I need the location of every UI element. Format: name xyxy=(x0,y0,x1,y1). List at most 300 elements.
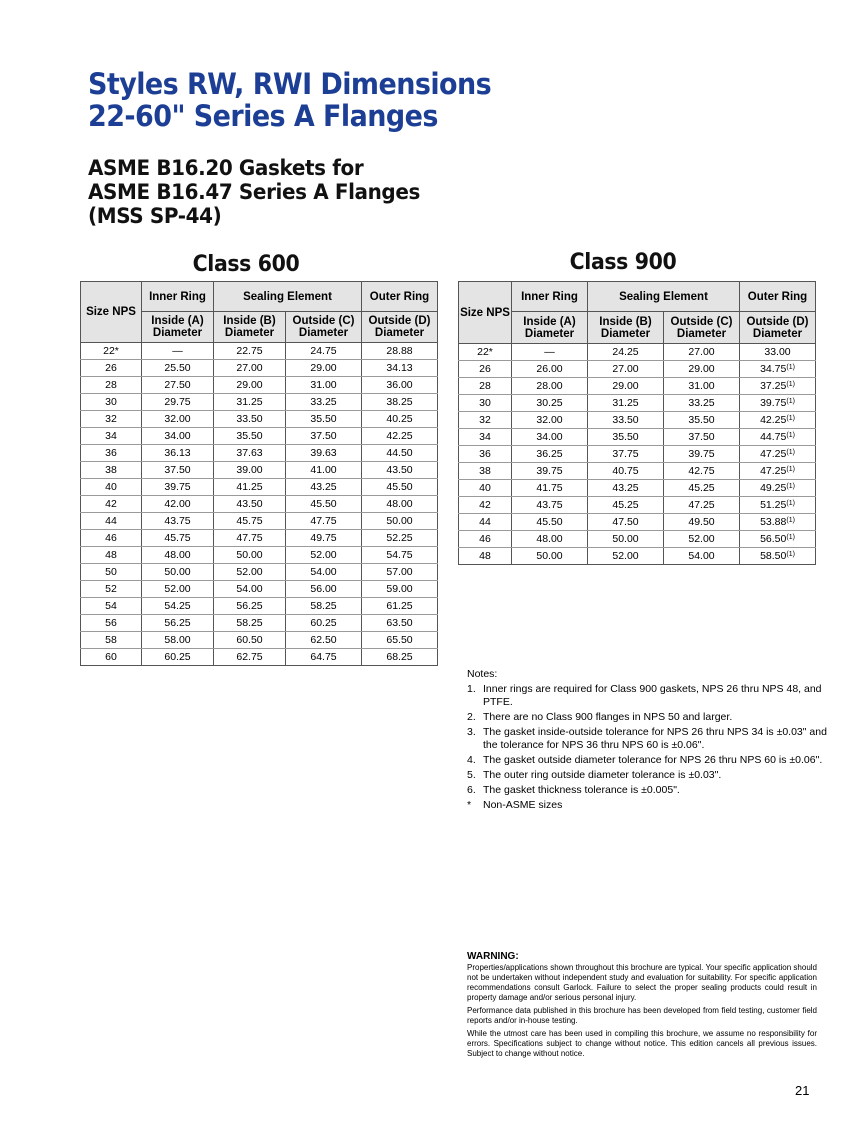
cell-value: 48 xyxy=(105,549,117,561)
table-row xyxy=(81,343,438,360)
cell-c xyxy=(664,548,740,565)
footnote-ref: (1) xyxy=(786,500,795,507)
note-marker: 1. xyxy=(467,683,476,695)
cell-a xyxy=(512,480,588,497)
cell-value: 47.75 xyxy=(236,532,263,544)
cell-value: 43.50 xyxy=(386,464,413,476)
cell-value: 44 xyxy=(105,515,117,527)
cell-nps xyxy=(81,615,142,632)
cell-value: 37.50 xyxy=(688,431,715,443)
cell-value: 51.25 xyxy=(760,499,787,511)
cell-c xyxy=(664,378,740,395)
table-row xyxy=(81,377,438,394)
cell-b xyxy=(214,479,286,496)
cell-a xyxy=(142,615,214,632)
cell-b xyxy=(214,649,286,666)
cell-value: 39.63 xyxy=(310,447,337,459)
cell-value: 39.00 xyxy=(236,464,263,476)
cell-c xyxy=(286,615,362,632)
cell-d xyxy=(362,632,438,649)
class-600-table xyxy=(80,281,438,666)
cell-a xyxy=(512,463,588,480)
cell-d xyxy=(362,377,438,394)
cell-nps xyxy=(459,361,512,378)
cell-value: 28.00 xyxy=(536,380,563,392)
cell-nps xyxy=(81,428,142,445)
sealing-element-header: Sealing Element xyxy=(214,282,362,312)
cell-d xyxy=(740,497,816,514)
cell-d xyxy=(740,378,816,395)
cell-b xyxy=(588,429,664,446)
cell-value: 22* xyxy=(103,345,119,357)
cell-value: 39.75 xyxy=(164,481,191,493)
cell-b xyxy=(214,360,286,377)
cell-c xyxy=(286,411,362,428)
inner-ring-header: Inner Ring xyxy=(512,282,588,312)
table-row xyxy=(459,395,816,412)
cell-value: 37.63 xyxy=(236,447,263,459)
cell-value: 31.00 xyxy=(688,380,715,392)
cell-value: 41.00 xyxy=(310,464,337,476)
cell-value: 29.00 xyxy=(310,362,337,374)
cell-value: 61.25 xyxy=(386,600,413,612)
cell-value: 27.00 xyxy=(612,363,639,375)
cell-value: 47.25 xyxy=(760,465,787,477)
table-row xyxy=(81,615,438,632)
cell-value: 29.75 xyxy=(164,396,191,408)
cell-c xyxy=(664,446,740,463)
cell-value: 65.50 xyxy=(386,634,413,646)
table-row xyxy=(459,344,816,361)
footnote-ref: (1) xyxy=(786,449,795,456)
cell-value: 47.75 xyxy=(310,515,337,527)
cell-value: 32 xyxy=(479,414,491,426)
cell-value: 60.25 xyxy=(164,651,191,663)
inside-b-header: Inside (B) Diameter xyxy=(588,312,664,344)
inner-ring-header: Inner Ring xyxy=(142,282,214,312)
footnote-ref: (1) xyxy=(786,432,795,439)
cell-value: 54.00 xyxy=(310,566,337,578)
cell-nps xyxy=(81,445,142,462)
cell-value: 45.75 xyxy=(236,515,263,527)
cell-value: 54 xyxy=(105,600,117,612)
cell-value: — xyxy=(544,346,555,358)
cell-value: 45.25 xyxy=(688,482,715,494)
cell-value: 39.75 xyxy=(688,448,715,460)
footnote-ref: (1) xyxy=(786,551,795,558)
cell-value: 52.00 xyxy=(236,566,263,578)
cell-d xyxy=(740,463,816,480)
cell-value: 42 xyxy=(479,499,491,511)
cell-value: 40.25 xyxy=(386,413,413,425)
cell-d xyxy=(362,411,438,428)
cell-value: 50.00 xyxy=(164,566,191,578)
cell-nps xyxy=(459,429,512,446)
cell-value: 50.00 xyxy=(612,533,639,545)
class-900-heading: Class 900 xyxy=(569,250,677,275)
cell-b xyxy=(214,598,286,615)
cell-value: 48 xyxy=(479,550,491,562)
cell-value: 28 xyxy=(105,379,117,391)
note-text: The gasket outside diameter tolerance for NPS 26 thru NPS 60 is ±0.06". xyxy=(483,754,823,766)
table-row xyxy=(81,479,438,496)
cell-value: 34.00 xyxy=(164,430,191,442)
table-row xyxy=(81,411,438,428)
cell-value: 37.50 xyxy=(310,430,337,442)
cell-d xyxy=(740,480,816,497)
cell-nps xyxy=(459,548,512,565)
warning-section xyxy=(467,952,817,1062)
cell-b xyxy=(214,496,286,513)
cell-a xyxy=(142,649,214,666)
note-marker: 6. xyxy=(467,784,476,796)
cell-c xyxy=(664,429,740,446)
cell-value: 40 xyxy=(105,481,117,493)
cell-value: 28.88 xyxy=(386,345,413,357)
cell-value: 33.25 xyxy=(310,396,337,408)
note-marker: 3. xyxy=(467,726,476,738)
cell-value: 50.00 xyxy=(386,515,413,527)
subtitle-line: ASME B16.47 Series A Flanges xyxy=(88,180,420,204)
note-marker: * xyxy=(467,799,472,811)
cell-d xyxy=(362,360,438,377)
cell-value: 52.25 xyxy=(386,532,413,544)
cell-nps xyxy=(459,412,512,429)
cell-nps xyxy=(81,360,142,377)
cell-value: 26.00 xyxy=(536,363,563,375)
class-600-rows xyxy=(81,343,438,666)
page-subtitle xyxy=(88,156,420,228)
cell-nps xyxy=(81,513,142,530)
cell-d xyxy=(362,513,438,530)
cell-value: 32.00 xyxy=(536,414,563,426)
cell-value: 54.75 xyxy=(386,549,413,561)
cell-a xyxy=(512,514,588,531)
warning-paragraph: Properties/applications shown throughout this brochure are typical. Your specific application should not be undertaken without independent study and evaluation for suitability. For specific application recommendations consult Garlock. Failure to select the proper sealing products could result in property damage and/or serious personal injury. xyxy=(467,963,817,1002)
cell-value: 62.50 xyxy=(310,634,337,646)
cell-value: 60.50 xyxy=(236,634,263,646)
table-row xyxy=(81,632,438,649)
cell-value: 33.25 xyxy=(688,397,715,409)
cell-d xyxy=(362,598,438,615)
table-row xyxy=(81,649,438,666)
footnote-ref: (1) xyxy=(786,483,795,490)
cell-value: 34.00 xyxy=(536,431,563,443)
cell-value: 36.25 xyxy=(536,448,563,460)
cell-value: 32 xyxy=(105,413,117,425)
cell-d xyxy=(740,395,816,412)
cell-nps xyxy=(81,479,142,496)
cell-value: 63.50 xyxy=(386,617,413,629)
title-line: 22-60" Series A Flanges xyxy=(88,99,438,133)
cell-value: 34.13 xyxy=(386,362,413,374)
cell-value: 37.50 xyxy=(164,464,191,476)
cell-b xyxy=(588,361,664,378)
cell-a xyxy=(512,412,588,429)
cell-c xyxy=(286,462,362,479)
note-marker: 5. xyxy=(467,769,476,781)
cell-value: 37.75 xyxy=(612,448,639,460)
class-600-heading: Class 600 xyxy=(192,252,300,277)
cell-value: 37.25 xyxy=(760,380,787,392)
cell-a xyxy=(142,547,214,564)
cell-value: 33.50 xyxy=(236,413,263,425)
cell-value: 35.50 xyxy=(236,430,263,442)
cell-value: 34 xyxy=(105,430,117,442)
cell-value: 27.50 xyxy=(164,379,191,391)
cell-value: 35.50 xyxy=(310,413,337,425)
table-row xyxy=(459,378,816,395)
table-row xyxy=(81,445,438,462)
note-text: Inner rings are required for Class 900 gaskets, NPS 26 thru NPS 48, and PTFE. xyxy=(483,683,822,708)
cell-value: 41.25 xyxy=(236,481,263,493)
cell-nps xyxy=(81,649,142,666)
cell-value: 58.00 xyxy=(164,634,191,646)
table-row xyxy=(81,530,438,547)
table-row xyxy=(81,360,438,377)
cell-nps xyxy=(459,497,512,514)
cell-b xyxy=(588,548,664,565)
cell-d xyxy=(740,412,816,429)
cell-value: 42.75 xyxy=(688,465,715,477)
cell-value: 52.00 xyxy=(164,583,191,595)
table-row xyxy=(81,547,438,564)
table-row xyxy=(459,497,816,514)
cell-a xyxy=(142,360,214,377)
cell-value: 56.50 xyxy=(760,533,787,545)
cell-value: 28 xyxy=(479,380,491,392)
cell-value: 68.25 xyxy=(386,651,413,663)
outer-ring-header: Outer Ring xyxy=(740,282,816,312)
cell-a xyxy=(512,395,588,412)
cell-value: 27.00 xyxy=(688,346,715,358)
cell-d xyxy=(362,564,438,581)
cell-nps xyxy=(81,530,142,547)
outside-d-header: Outside (D) Diameter xyxy=(740,312,816,344)
note-item xyxy=(467,726,827,752)
cell-value: 58.50 xyxy=(760,550,787,562)
cell-value: 43.50 xyxy=(236,498,263,510)
cell-a xyxy=(142,445,214,462)
cell-value: 36.00 xyxy=(386,379,413,391)
cell-c xyxy=(286,360,362,377)
cell-value: 39.75 xyxy=(536,465,563,477)
cell-value: 47.25 xyxy=(760,448,787,460)
cell-c xyxy=(286,479,362,496)
table-row xyxy=(81,428,438,445)
cell-value: 41.75 xyxy=(536,482,563,494)
cell-c xyxy=(286,496,362,513)
cell-value: 44.75 xyxy=(760,431,787,443)
cell-value: 38.25 xyxy=(386,396,413,408)
cell-c xyxy=(664,497,740,514)
cell-value: 49.75 xyxy=(310,532,337,544)
cell-value: 58.25 xyxy=(310,600,337,612)
warning-heading: WARNING: xyxy=(467,951,519,962)
cell-value: 32.00 xyxy=(164,413,191,425)
cell-value: 43.75 xyxy=(536,499,563,511)
warning-paragraph: Performance data published in this brochure has been developed from field testing, customer field reports and/or in-house testing. xyxy=(467,1006,817,1025)
cell-b xyxy=(214,343,286,360)
cell-value: 30 xyxy=(479,397,491,409)
cell-nps xyxy=(81,343,142,360)
cell-value: 50 xyxy=(105,566,117,578)
cell-c xyxy=(664,480,740,497)
cell-value: 42.25 xyxy=(760,414,787,426)
note-text: There are no Class 900 flanges in NPS 50 and larger. xyxy=(483,711,733,723)
cell-value: 26 xyxy=(105,362,117,374)
cell-value: 45.50 xyxy=(386,481,413,493)
cell-value: 45.50 xyxy=(536,516,563,528)
table-row xyxy=(459,429,816,446)
cell-nps xyxy=(81,598,142,615)
inside-a-header: Inside (A) Diameter xyxy=(142,312,214,343)
subtitle-line: (MSS SP-44) xyxy=(88,204,222,228)
cell-nps xyxy=(81,496,142,513)
cell-a xyxy=(142,564,214,581)
cell-c xyxy=(286,394,362,411)
cell-b xyxy=(588,446,664,463)
cell-d xyxy=(362,496,438,513)
cell-d xyxy=(362,462,438,479)
cell-b xyxy=(588,463,664,480)
subtitle-line: ASME B16.20 Gaskets for xyxy=(88,156,364,180)
cell-d xyxy=(740,446,816,463)
cell-b xyxy=(588,395,664,412)
cell-value: 30 xyxy=(105,396,117,408)
inside-b-header: Inside (B) Diameter xyxy=(214,312,286,343)
cell-d xyxy=(362,530,438,547)
cell-value: 39.75 xyxy=(760,397,787,409)
cell-value: 64.75 xyxy=(310,651,337,663)
footnote-ref: (1) xyxy=(786,398,795,405)
cell-nps xyxy=(459,463,512,480)
cell-c xyxy=(286,649,362,666)
cell-nps xyxy=(81,564,142,581)
cell-c xyxy=(286,564,362,581)
cell-b xyxy=(214,530,286,547)
cell-value: 29.00 xyxy=(612,380,639,392)
cell-value: 62.75 xyxy=(236,651,263,663)
outside-c-header: Outside (C) Diameter xyxy=(664,312,740,344)
cell-a xyxy=(142,462,214,479)
cell-b xyxy=(214,445,286,462)
cell-value: 24.25 xyxy=(612,346,639,358)
cell-value: 36 xyxy=(479,448,491,460)
cell-b xyxy=(214,462,286,479)
cell-value: 42.00 xyxy=(164,498,191,510)
cell-b xyxy=(214,428,286,445)
table-row xyxy=(459,480,816,497)
cell-d xyxy=(362,547,438,564)
footnote-ref: (1) xyxy=(786,415,795,422)
notes-section xyxy=(467,668,827,814)
table-row xyxy=(81,462,438,479)
cell-a xyxy=(142,343,214,360)
cell-value: 58.25 xyxy=(236,617,263,629)
cell-d xyxy=(740,548,816,565)
cell-value: 43.25 xyxy=(612,482,639,494)
cell-nps xyxy=(459,446,512,463)
cell-a xyxy=(142,479,214,496)
cell-value: 24.75 xyxy=(310,345,337,357)
cell-value: 27.00 xyxy=(236,362,263,374)
class-900-table xyxy=(458,281,816,565)
cell-value: 35.50 xyxy=(688,414,715,426)
note-item xyxy=(467,683,827,709)
cell-b xyxy=(214,377,286,394)
cell-nps xyxy=(459,344,512,361)
cell-c xyxy=(286,598,362,615)
table-row xyxy=(459,361,816,378)
table-row xyxy=(459,463,816,480)
cell-value: 47.50 xyxy=(612,516,639,528)
cell-a xyxy=(142,411,214,428)
cell-value: 48.00 xyxy=(536,533,563,545)
cell-c xyxy=(286,343,362,360)
cell-value: 50.00 xyxy=(236,549,263,561)
cell-a xyxy=(512,344,588,361)
cell-value: 57.00 xyxy=(386,566,413,578)
cell-value: 43.25 xyxy=(310,481,337,493)
cell-c xyxy=(664,412,740,429)
cell-nps xyxy=(459,480,512,497)
cell-value: 56.25 xyxy=(164,617,191,629)
footnote-ref: (1) xyxy=(786,466,795,473)
table-row xyxy=(81,513,438,530)
cell-value: 49.50 xyxy=(688,516,715,528)
cell-b xyxy=(214,547,286,564)
outside-d-header: Outside (D) Diameter xyxy=(362,312,438,343)
cell-value: 48.00 xyxy=(386,498,413,510)
cell-value: 60 xyxy=(105,651,117,663)
cell-a xyxy=(142,598,214,615)
cell-value: 43.75 xyxy=(164,515,191,527)
cell-d xyxy=(362,445,438,462)
cell-nps xyxy=(81,547,142,564)
cell-nps xyxy=(459,395,512,412)
cell-c xyxy=(664,531,740,548)
cell-a xyxy=(142,632,214,649)
cell-value: 42 xyxy=(105,498,117,510)
note-item xyxy=(467,784,827,797)
cell-value: 22.75 xyxy=(236,345,263,357)
cell-b xyxy=(214,513,286,530)
cell-value: 44.50 xyxy=(386,447,413,459)
cell-c xyxy=(664,344,740,361)
cell-d xyxy=(362,394,438,411)
cell-b xyxy=(588,531,664,548)
cell-nps xyxy=(459,514,512,531)
cell-value: 47.25 xyxy=(688,499,715,511)
table-row xyxy=(459,548,816,565)
cell-a xyxy=(512,531,588,548)
cell-value: 53.88 xyxy=(760,516,787,528)
cell-value: 60.25 xyxy=(310,617,337,629)
note-item xyxy=(467,754,827,767)
cell-value: 29.00 xyxy=(236,379,263,391)
cell-nps xyxy=(81,581,142,598)
cell-value: 40.75 xyxy=(612,465,639,477)
table-row xyxy=(81,394,438,411)
footnote-ref: (1) xyxy=(786,364,795,371)
cell-value: 31.25 xyxy=(236,396,263,408)
cell-value: 52.00 xyxy=(688,533,715,545)
cell-a xyxy=(142,394,214,411)
cell-a xyxy=(512,361,588,378)
cell-a xyxy=(512,497,588,514)
cell-c xyxy=(286,445,362,462)
